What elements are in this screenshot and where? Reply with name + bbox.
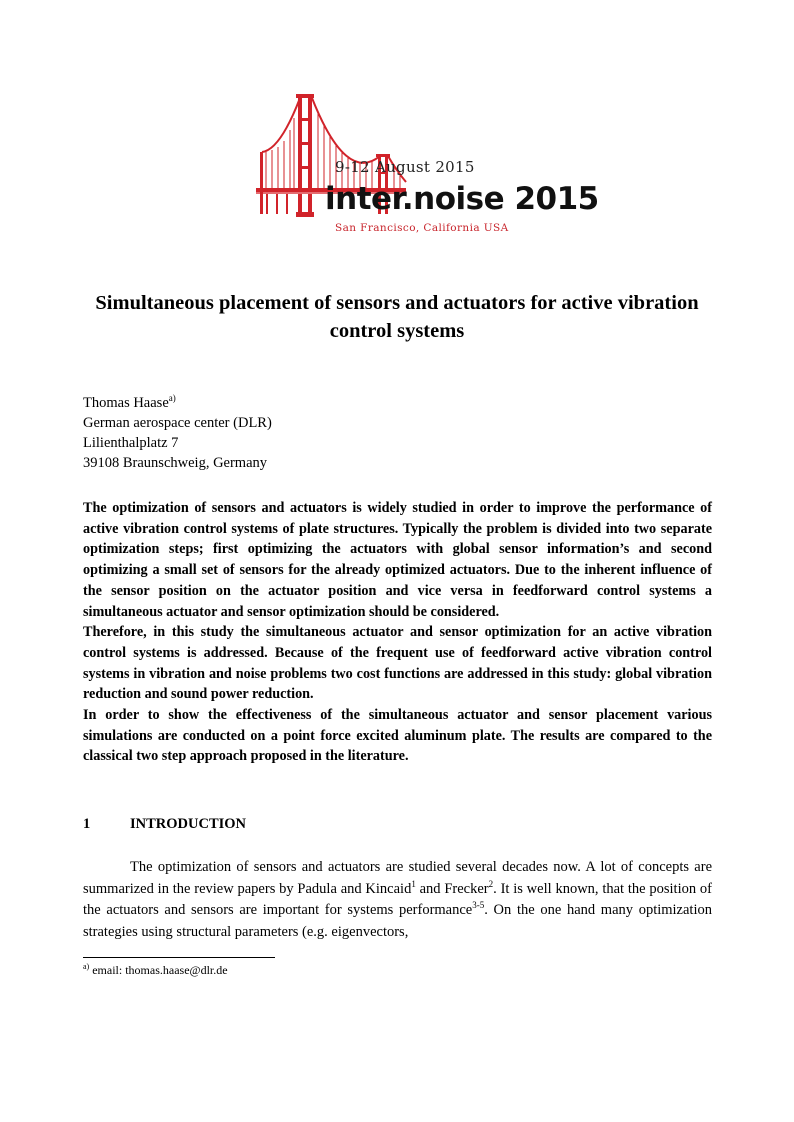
author-name: Thomas Haase$^{a)}$ [83,393,176,411]
conference-brand: inter.noise 2015 [325,181,599,217]
footnote-mark: a) [83,962,90,971]
citation: 3-5 [472,900,485,910]
intro-paragraph: The optimization of sensors and actuators are studied several decades now. A lot of concepts are summarized in the review papers by Padula and Kincaid$^1$ and Frecker$^2$. It is well known, that the position of the actuators and sensors are important for systems performance$^{3-5}$. On the one hand many optimization strategies using structural parameters (e.g. eigenvectors, [83,859,712,940]
section-title: INTRODUCTION [130,816,247,832]
footnote-text: email: thomas.haase@dlr.de [89,963,228,977]
abstract-paragraph: In order to show the effectiveness of the simultaneous actuator and sensor placement various simulations are conducted on a point force excited aluminum plate. The results are compared to the classical two step approach proposed in the literature. [83,707,712,765]
section-heading [83,816,246,833]
section-number: 1 [83,816,91,832]
citation: 2 [488,878,494,889]
abstract-paragraph: Therefore, in this study the simultaneous actuator and sensor optimization for an active vibration control systems is addressed. Because of the frequent use of feedforward active vibration control systems in vibration and noise problems two cost functions are addressed in this study: global vibration reduction and sound power reduction. [83,624,712,703]
author-block [83,393,272,473]
author-city: 39108 Braunschweig, Germany [83,455,268,471]
author-street: Lilienthalplatz 7 [83,435,179,451]
citation: 1 [411,878,416,889]
author-affiliation: German aerospace center (DLR) [83,415,272,431]
paper-title: Simultaneous placement of sensors and actuators for active vibration control systems [95,292,699,342]
footnote-rule [83,957,275,958]
abstract-paragraph: The optimization of sensors and actuators is widely studied in order to improve the performance of active vibration control systems of plate structures. Typically the problem is divided into two separate optimization steps; first optimizing the actuators with global sensor information’s and second optimizing a small set of sensors for the already optimized actuators. Due to the inherent influence of the sensor position on the actuator position and vice versa in feedforward control systems a simultaneous actuator and sensor optimization should be considered. [83,500,712,620]
conference-location: San Francisco, California USA [335,222,509,234]
author-mark: a) [168,393,176,403]
abstract [83,498,712,767]
footnote [83,963,228,978]
conference-date: 9-12 August 2015 [335,158,475,176]
